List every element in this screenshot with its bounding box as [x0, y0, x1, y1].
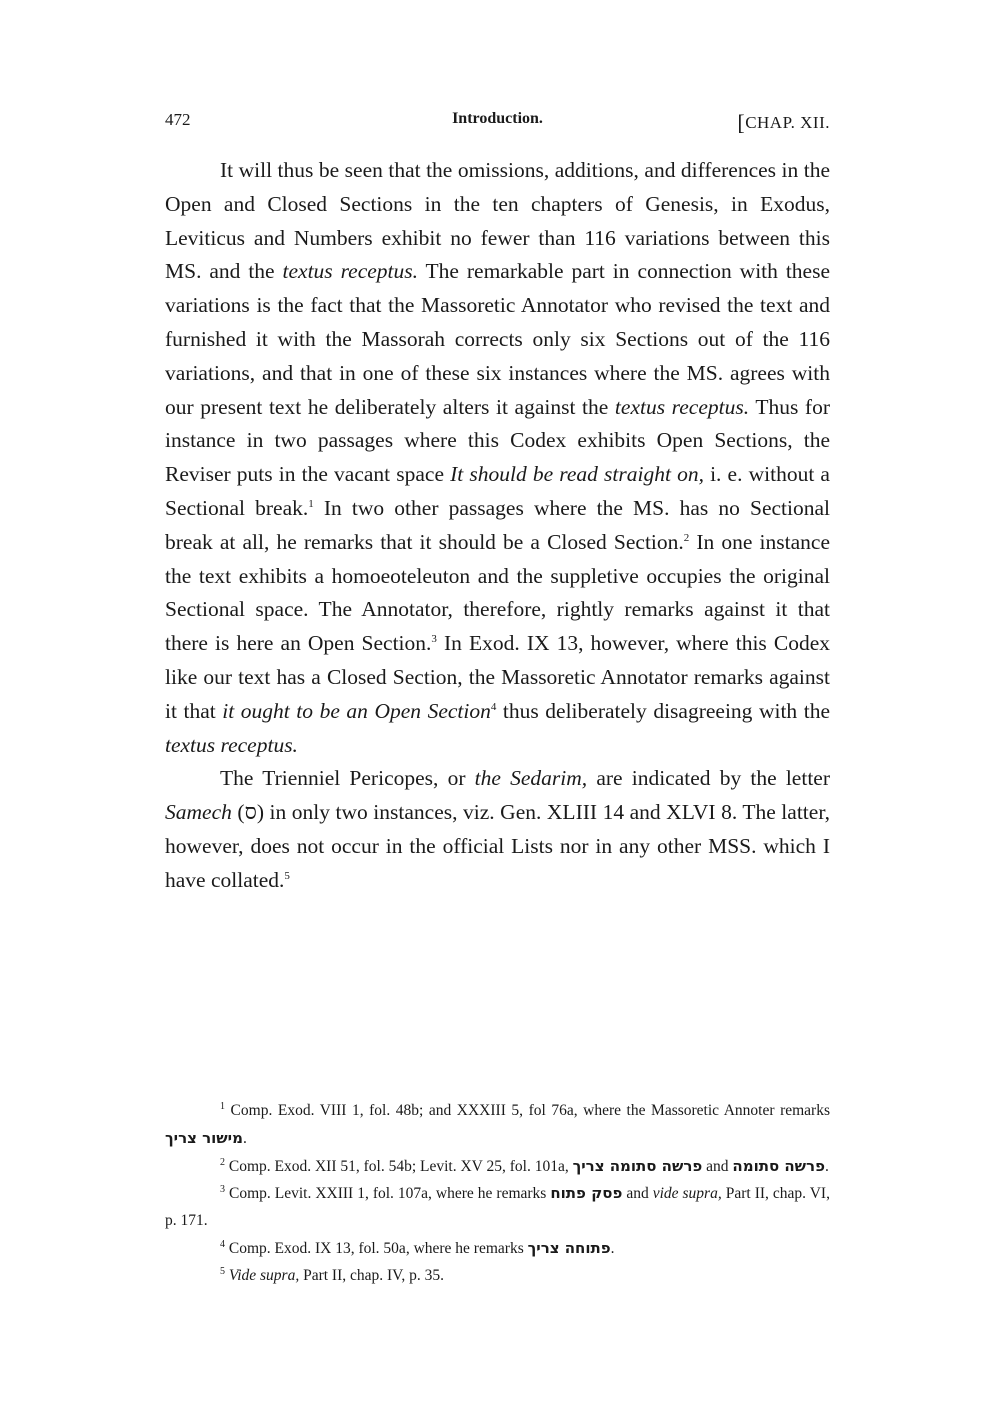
- text-run: .: [610, 1239, 615, 1257]
- footnote-ref-2[interactable]: 2: [683, 531, 690, 544]
- text-run: Comp. Exod. VIII 1, fol. 48b; and XXXIII 5, fol 76a, where the Massoretic Annoter remarks: [225, 1102, 830, 1119]
- italic-run: textus receptus.: [614, 394, 750, 419]
- text-run: and: [622, 1185, 653, 1203]
- hebrew-text: פרשה סתומה צריך: [572, 1156, 703, 1175]
- footnote-number: 2: [220, 1156, 225, 1168]
- footnotes: [165, 1098, 830, 1290]
- italic-run: vide supra,: [652, 1185, 722, 1203]
- text-run: and: [702, 1157, 733, 1175]
- footnote-number: 4: [220, 1238, 225, 1250]
- footnote-1: [165, 1098, 830, 1153]
- text-run: Comp. Levit. XXIII 1, fol. 107a, where he remarks: [225, 1185, 551, 1203]
- page-number: 472: [165, 110, 191, 129]
- text-run: .: [824, 1157, 829, 1175]
- chapter-text: CHAP. XII.: [745, 113, 830, 132]
- text-run: Comp. Exod. IX 13, fol. 50a, where he remarks: [225, 1239, 528, 1257]
- hebrew-text: פרשה סתומה: [732, 1156, 825, 1175]
- text-run: .: [242, 1129, 247, 1147]
- text-run: In one instance the text exhibits a homoeoteleuton and the suppletive occupies the original Sectional space. The Annotator, therefore, rightly remarks against it that there is here an Open Section.: [165, 529, 830, 656]
- text-run: (ס) in only two instances, viz. Gen. XLIII 14 and XLVI 8. The latter, however, does not occur in the official Lists nor in any other MSS. which I have collated.: [165, 800, 830, 892]
- footnote-5: [165, 1263, 830, 1290]
- text-run: It will thus be seen that the omissions, additions, and differences in the Open and Closed Sections in the ten chapters of Genesis, in Exodus, Leviticus and Numbers exhibit no fewer than 116 variations between this MS. and the: [165, 158, 830, 284]
- running-title: Introduction.: [452, 110, 543, 127]
- footnote-2: [165, 1153, 830, 1181]
- italic-run: Samech: [165, 800, 232, 825]
- text-run: Part II, chap. VI, p. 171.: [165, 1185, 830, 1230]
- footnote-ref-4[interactable]: 4: [490, 700, 497, 713]
- footnote-ref-1[interactable]: 1: [308, 497, 314, 510]
- footnote-ref-5[interactable]: 5: [284, 869, 290, 882]
- footnote-ref-3[interactable]: 3: [431, 633, 437, 646]
- running-header: [165, 110, 830, 136]
- text-run: Comp. Exod. XII 51, fol. 54b; Levit. XV 25, fol. 101a,: [225, 1157, 573, 1175]
- text-run: thus deliberately disagreeing with the: [496, 698, 830, 723]
- text-run: Part II, chap. IV, p. 35.: [299, 1266, 444, 1284]
- text-run: i. e. without a Sectional break.: [165, 462, 830, 520]
- italic-run: textus receptus.: [282, 259, 418, 284]
- text-run: Thus for instance in two passages where this Codex exhibits Open Sections, the Reviser puts in the vacant space: [165, 394, 830, 487]
- hebrew-text: פסק פתוח: [550, 1184, 623, 1203]
- footnote-number: 5: [220, 1265, 225, 1277]
- text-run: are indicated by the letter: [587, 766, 830, 791]
- main-text: [165, 154, 830, 898]
- footnote-number: 3: [220, 1184, 225, 1196]
- footnote-number: 1: [220, 1101, 225, 1112]
- footnote-4: [165, 1235, 830, 1263]
- italic-run: textus receptus.: [165, 732, 298, 757]
- bracket-glyph: [: [737, 110, 746, 135]
- chapter-label: [737, 110, 830, 136]
- italic-run: Vide supra,: [228, 1266, 300, 1284]
- paragraph-2: [165, 762, 830, 897]
- italic-run: It should be read straight on,: [450, 462, 704, 487]
- text-run: The remarkable part in connection with these variations is the fact that the Massoretic Annotator who revised the text and furnished it with the Massorah corrects only six Sections out of the 116 variations, and that in one of these six instances where the MS. agrees with our present text he deliberately alters it against the: [165, 259, 831, 419]
- hebrew-text: מישור צריך: [165, 1128, 243, 1147]
- text-run: In two other passages where the MS. has no Sectional break at all, he remarks that it should be a Closed Section.: [165, 495, 830, 554]
- italic-run: it ought to be an Open Section: [222, 698, 491, 723]
- italic-run: the Sedarim,: [474, 766, 588, 791]
- text-run: The Trienniel Pericopes, or: [220, 766, 475, 791]
- hebrew-text: פתוחה צריך: [527, 1238, 611, 1257]
- footnote-3: [165, 1180, 830, 1235]
- paragraph-1: [165, 154, 830, 762]
- text-run: In Exod. IX 13, however, where this Codex like our text has a Closed Section, the Massoretic Annotator remarks against it that: [165, 631, 831, 723]
